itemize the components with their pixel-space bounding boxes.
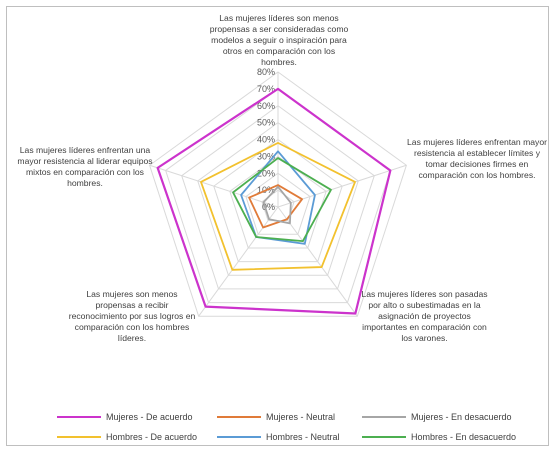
legend-label: Hombres - En desacuerdo bbox=[411, 432, 517, 442]
tick-label-5: 50% bbox=[256, 117, 275, 128]
tick-label-8: 80% bbox=[256, 67, 275, 77]
legend-item-0 bbox=[57, 412, 193, 422]
axis-label-0: Las mujeres líderes son menos propensas a ser consideradas como modelos a seguir o inspiración para otros en comparación con los hombres. bbox=[209, 13, 349, 67]
legend-item-5 bbox=[362, 432, 516, 442]
tick-label-2: 20% bbox=[256, 168, 275, 179]
legend-label: Mujeres - De acuerdo bbox=[106, 412, 193, 422]
axis-label-2: Las mujeres líderes son pasadas por alto o subestimadas en la asignación de proyectos importantes en comparación con los varones. bbox=[361, 289, 488, 343]
tick-label-6: 60% bbox=[256, 100, 275, 111]
legend-item-2 bbox=[362, 412, 512, 422]
legend-swatch bbox=[362, 436, 406, 438]
series-line-5 bbox=[233, 158, 331, 241]
chart-frame bbox=[6, 6, 549, 446]
tick-label-0: 0% bbox=[261, 202, 275, 212]
tick-label-1: 10% bbox=[256, 185, 275, 196]
tick-label-7: 70% bbox=[256, 83, 275, 94]
axis-label-3: Las mujeres son menos propensas a recibir reconocimiento por sus logros en comparación con los hombres líderes. bbox=[68, 289, 196, 343]
legend-swatch bbox=[362, 416, 406, 418]
radar-chart bbox=[7, 7, 550, 447]
legend-label: Mujeres - Neutral bbox=[266, 412, 336, 422]
legend-item-1 bbox=[217, 412, 335, 422]
legend-label: Mujeres - En desacuerdo bbox=[411, 412, 512, 422]
legend-swatch bbox=[57, 436, 101, 438]
legend-label: Hombres - De acuerdo bbox=[106, 432, 198, 442]
axis-label-1: Las mujeres líderes enfrentan mayor resistencia al establecer límites y tomar decisiones firmes en comparación con los hombres. bbox=[407, 137, 547, 180]
tick-label-4: 40% bbox=[256, 134, 275, 145]
radar-grid bbox=[150, 72, 407, 316]
legend-swatch bbox=[217, 436, 261, 438]
legend bbox=[57, 412, 517, 448]
legend-item-3 bbox=[57, 432, 197, 442]
legend-swatch bbox=[57, 416, 101, 418]
axis-label-4: Las mujeres líderes enfrentan una mayor resistencia al liderar equipos mixtos en comparación con los hombres. bbox=[17, 145, 153, 188]
tick-label-3: 30% bbox=[256, 151, 275, 162]
legend-label: Hombres - Neutral bbox=[266, 432, 340, 442]
legend-item-4 bbox=[217, 432, 340, 442]
legend-swatch bbox=[217, 416, 261, 418]
